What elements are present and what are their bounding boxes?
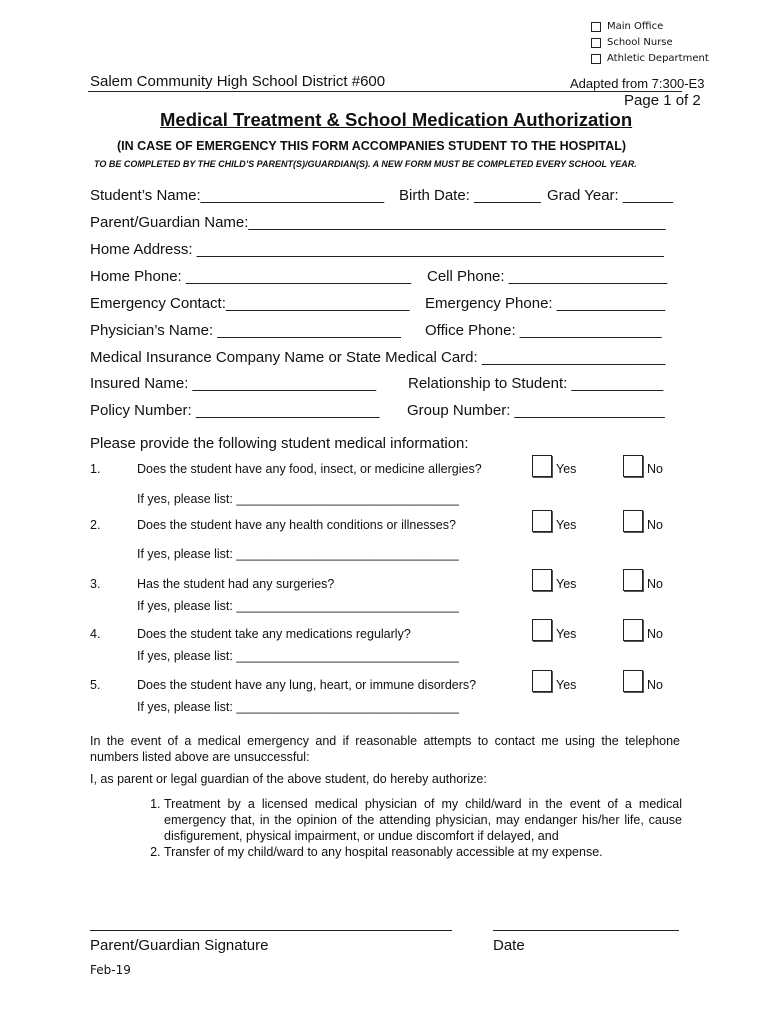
question-number: 2. [90, 518, 101, 532]
question-text: Does the student have any health conditions or illnesses? [137, 518, 456, 532]
yes-checkbox[interactable] [532, 569, 552, 591]
no-label: No [647, 627, 663, 641]
policy-number-field[interactable]: Policy Number: ______________________ [90, 402, 380, 419]
no-label: No [647, 678, 663, 692]
checkbox-icon[interactable] [591, 54, 601, 64]
date-signature-line[interactable] [493, 930, 679, 931]
question-list-field[interactable]: If yes, please list: ________________________________ [137, 649, 459, 663]
grad-year-field[interactable]: Grad Year: ______ [547, 187, 673, 204]
question-list-field[interactable]: If yes, please list: ________________________________ [137, 492, 459, 506]
question-text: Does the student take any medications regularly? [137, 627, 411, 641]
relationship-field[interactable]: Relationship to Student: ___________ [408, 375, 664, 392]
no-checkbox[interactable] [623, 455, 643, 477]
question-number: 5. [90, 678, 101, 692]
question-list-field[interactable]: If yes, please list: ________________________________ [137, 599, 459, 613]
page-number: Page 1 of 2 [624, 92, 701, 109]
form-title: Medical Treatment & School Medication Authorization [160, 109, 633, 130]
no-checkbox[interactable] [623, 619, 643, 641]
checkbox-icon[interactable] [591, 22, 601, 32]
authorization-item: 2. Transfer of my child/ward to any hospital reasonably accessible at my expense. [164, 844, 682, 860]
birth-date-field[interactable]: Birth Date: ________ [399, 187, 541, 204]
emergency-contact-field[interactable]: Emergency Contact:______________________ [90, 295, 410, 312]
yes-label: Yes [556, 518, 577, 532]
yes-checkbox[interactable] [532, 455, 552, 477]
home-phone-field[interactable]: Home Phone: ___________________________ [90, 268, 412, 285]
physician-name-field[interactable]: Physician’s Name: ______________________ [90, 322, 401, 339]
authorization-list [137, 796, 682, 860]
no-label: No [647, 577, 663, 591]
footer-revision-date: Feb-19 [90, 963, 131, 977]
form-subtitle: (IN CASE OF EMERGENCY THIS FORM ACCOMPANIES STUDENT TO THE HOSPITAL) [117, 139, 627, 153]
yes-checkbox[interactable] [532, 510, 552, 532]
question-list-field[interactable]: If yes, please list: ________________________________ [137, 547, 459, 561]
no-label: No [647, 462, 663, 476]
yes-label: Yes [556, 577, 577, 591]
group-number-field[interactable]: Group Number: __________________ [407, 402, 665, 419]
routing-checklist [591, 19, 709, 67]
date-label: Date [493, 937, 525, 954]
cell-phone-field[interactable]: Cell Phone: ___________________ [427, 268, 668, 285]
yes-label: Yes [556, 627, 577, 641]
checkbox-icon[interactable] [591, 38, 601, 48]
no-checkbox[interactable] [623, 510, 643, 532]
question-text: Has the student had any surgeries? [137, 577, 335, 591]
no-checkbox[interactable] [623, 569, 643, 591]
insurance-field[interactable]: Medical Insurance Company Name or State Medical Card: ______________________ [90, 349, 666, 366]
routing-main-office: Main Office [591, 19, 709, 35]
yes-label: Yes [556, 462, 577, 476]
no-checkbox[interactable] [623, 670, 643, 692]
emergency-phone-field[interactable]: Emergency Phone: _____________ [425, 295, 666, 312]
insured-name-field[interactable]: Insured Name: ______________________ [90, 375, 377, 392]
district-name: Salem Community High School District #600 [90, 73, 386, 90]
office-phone-field[interactable]: Office Phone: _________________ [425, 322, 662, 339]
question-number: 3. [90, 577, 101, 591]
header-rule [88, 91, 682, 92]
question-text: Does the student have any lung, heart, or immune disorders? [137, 678, 477, 692]
question-text: Does the student have any food, insect, or medicine allergies? [137, 462, 482, 476]
authorization-item: 1. Treatment by a licensed medical physician of my child/ward in the event of a medical emergency that, in the opinion of the attending physician, may endanger his/her life, cause disfigurement, physical impairment, or undue discomfort if delayed, and [164, 796, 682, 844]
yes-checkbox[interactable] [532, 670, 552, 692]
form-instruction: TO BE COMPLETED BY THE CHILD’S PARENT(S)/GUARDIAN(S). A NEW FORM MUST BE COMPLETED EVERY SCHOOL YEAR. [94, 159, 637, 169]
question-list-field[interactable]: If yes, please list: ________________________________ [137, 700, 459, 714]
parent-name-field[interactable]: Parent/Guardian Name:__________________________________________________ [90, 214, 666, 231]
yes-label: Yes [556, 678, 577, 692]
home-address-field[interactable]: Home Address: ________________________________________________________ [90, 241, 664, 258]
question-number: 1. [90, 462, 101, 476]
emergency-paragraph: In the event of a medical emergency and if reasonable attempts to contact me using the telephone numbers listed above are unsuccessful: [90, 734, 680, 764]
no-label: No [647, 518, 663, 532]
student-name-field[interactable]: Student’s Name:______________________ [90, 187, 385, 204]
yes-checkbox[interactable] [532, 619, 552, 641]
parent-signature-line[interactable] [90, 930, 452, 931]
routing-athletic-department: Athletic Department [591, 51, 709, 67]
authorize-statement: I, as parent or legal guardian of the above student, do hereby authorize: [90, 772, 487, 786]
routing-school-nurse: School Nurse [591, 35, 709, 51]
medical-info-intro: Please provide the following student medical information: [90, 435, 469, 452]
question-number: 4. [90, 627, 101, 641]
parent-signature-label: Parent/Guardian Signature [90, 937, 269, 954]
adapted-from: Adapted from 7:300-E3 [570, 76, 705, 91]
